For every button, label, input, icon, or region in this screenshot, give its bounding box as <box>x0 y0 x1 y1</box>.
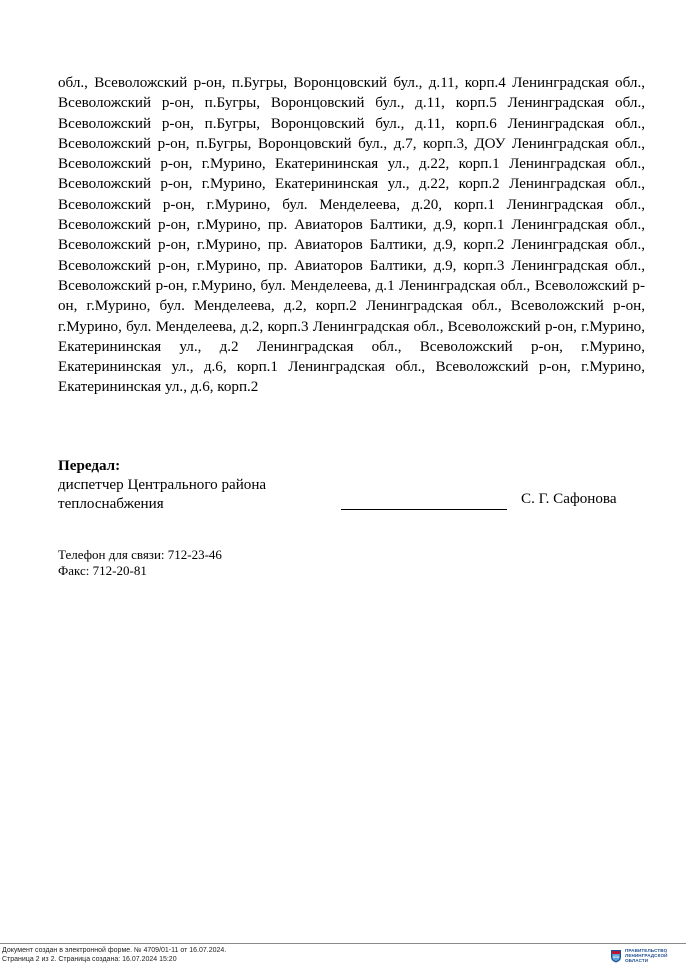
addresses-paragraph: обл., Всеволожский р-он, п.Бугры, Воронцовский бул., д.11, корп.4 Ленинградская обл., Всеволожский р-он, п.Бугры, Воронцовский бул., д.11, корп.5 Ленинградская обл., Всеволожский р-он, п.Бугры, Воронцовский бул., д.11, корп.6 Ленинградская обл., Всеволожский р-он, п.Бугры, Воронцовский бул., д.7, корп.3, ДОУ Ленинградская обл., Всеволожский р-он, г.Мурино, Екатерининская ул., д.22, корп.1 Ленинградская обл., Всеволожский р-он, г.Мурино, Екатерининская ул., д.22, корп.2 Ленинградская обл., Всеволожский р-он, г.Мурино, бул. Менделеева, д.20, корп.1 Ленинградская обл., Всеволожский р-он, г.Мурино, пр. Авиаторов Балтики, д.9, корп.1 Ленинградская обл., Всеволожский р-он, г.Мурино, пр. Авиаторов Балтики, д.9, корп.2 Ленинградская обл., Всеволожский р-он, г.Мурино, пр. Авиаторов Балтики, д.9, корп.3 Ленинградская обл., Всеволожский р-он, г.Мурино, бул. Менделеева, д.1 Ленинградская обл., Всеволожский р-он, г.Мурино, бул. Менделеева, д.2, корп.2 Ленинградская обл., Всеволожский р-он, г.Мурино, бул. Менделеева, д.2, корп.3 Ленинградская обл., Всеволожский р-он, г.Мурино, Екатерининская ул., д.2 Ленинградская обл., Всеволожский р-он, г.Мурино, Екатерининская ул., д.6, корп.1 Ленинградская обл., Всеволожский р-он, г.Мурино, Екатерининская ул., д.6, корп.2 <box>58 75 645 396</box>
logo-line-3: ОБЛАСТИ <box>625 958 649 964</box>
footer-document-info: Документ создан в электронной форме. № 4709/01-11 от 16.07.2024. <box>2 947 227 954</box>
government-label <box>625 948 668 964</box>
sender-position-line2: теплоснабжения <box>58 496 164 512</box>
footer-page-info: Страница 2 из 2. Страница создана: 16.07.2024 15:20 <box>2 956 177 963</box>
logo-line-2: ЛЕНИНГРАДСКОЙ <box>625 953 668 959</box>
logo-line-1: ПРАВИТЕЛЬСТВО <box>625 948 668 953</box>
footer-text <box>2 946 226 964</box>
footer-divider <box>0 943 686 944</box>
sender-position-line1: диспетчер Центрального района <box>58 477 267 493</box>
coat-of-arms-icon <box>610 949 622 963</box>
sender-heading: Передал: <box>58 458 121 474</box>
sender-block <box>58 457 266 514</box>
contacts-block <box>58 547 222 579</box>
signer-name: С. Г. Сафонова <box>521 491 617 507</box>
contact-phone: Телефон для связи: 712-23-46 <box>58 547 222 562</box>
government-logo <box>610 948 686 968</box>
signature-line <box>341 509 507 510</box>
contact-fax: Факс: 712-20-81 <box>58 563 147 578</box>
